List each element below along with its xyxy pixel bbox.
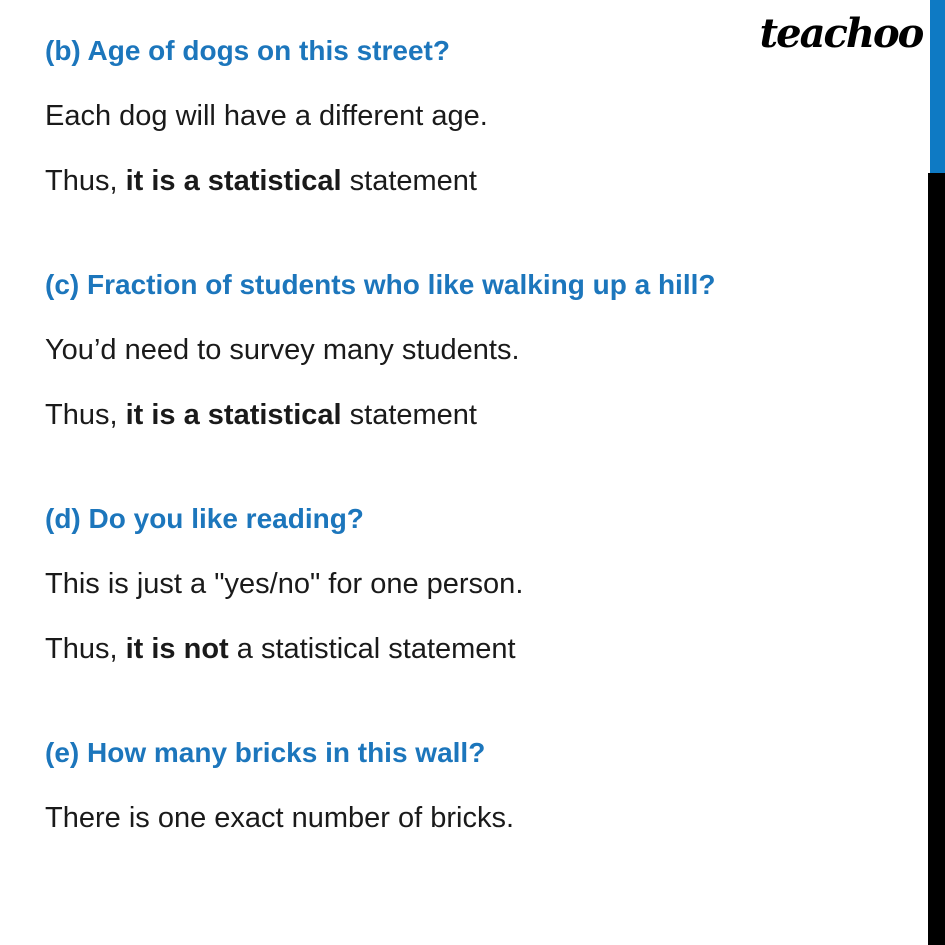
black-accent-bar — [928, 173, 945, 945]
teachoo-logo: teachoo — [759, 10, 923, 57]
section-c — [45, 266, 905, 434]
section-d-explanation: This is just a "yes/no" for one person. — [45, 568, 524, 600]
section-b-explanation: Each dog will have a different age. — [45, 100, 488, 132]
conclusion-prefix: Thus, — [45, 399, 126, 431]
section-d-heading: (d) Do you like reading? — [45, 503, 364, 534]
blue-accent-bar — [930, 0, 945, 173]
conclusion-prefix: Thus, — [45, 633, 126, 665]
conclusion-bold: it is not — [125, 633, 229, 665]
section-e-heading: (e) How many bricks in this wall? — [45, 737, 486, 768]
section-c-heading: (c) Fraction of students who like walking up a hill? — [45, 269, 716, 300]
conclusion-bold: it is a statistical — [125, 165, 342, 197]
content — [45, 32, 905, 903]
section-d — [45, 500, 905, 668]
section-b — [45, 32, 905, 200]
section-e — [45, 734, 905, 837]
section-d-conclusion — [45, 630, 905, 668]
conclusion-bold: it is a statistical — [125, 399, 342, 431]
section-c-explanation: You’d need to survey many students. — [45, 334, 520, 366]
section-e-explanation: There is one exact number of bricks. — [45, 802, 515, 834]
conclusion-suffix: statement — [341, 399, 477, 431]
section-b-conclusion — [45, 162, 905, 200]
conclusion-suffix: a statistical statement — [228, 633, 516, 665]
conclusion-suffix: statement — [341, 165, 477, 197]
section-c-conclusion — [45, 396, 905, 434]
section-b-heading: (b) Age of dogs on this street? — [45, 35, 450, 66]
conclusion-prefix: Thus, — [45, 165, 126, 197]
